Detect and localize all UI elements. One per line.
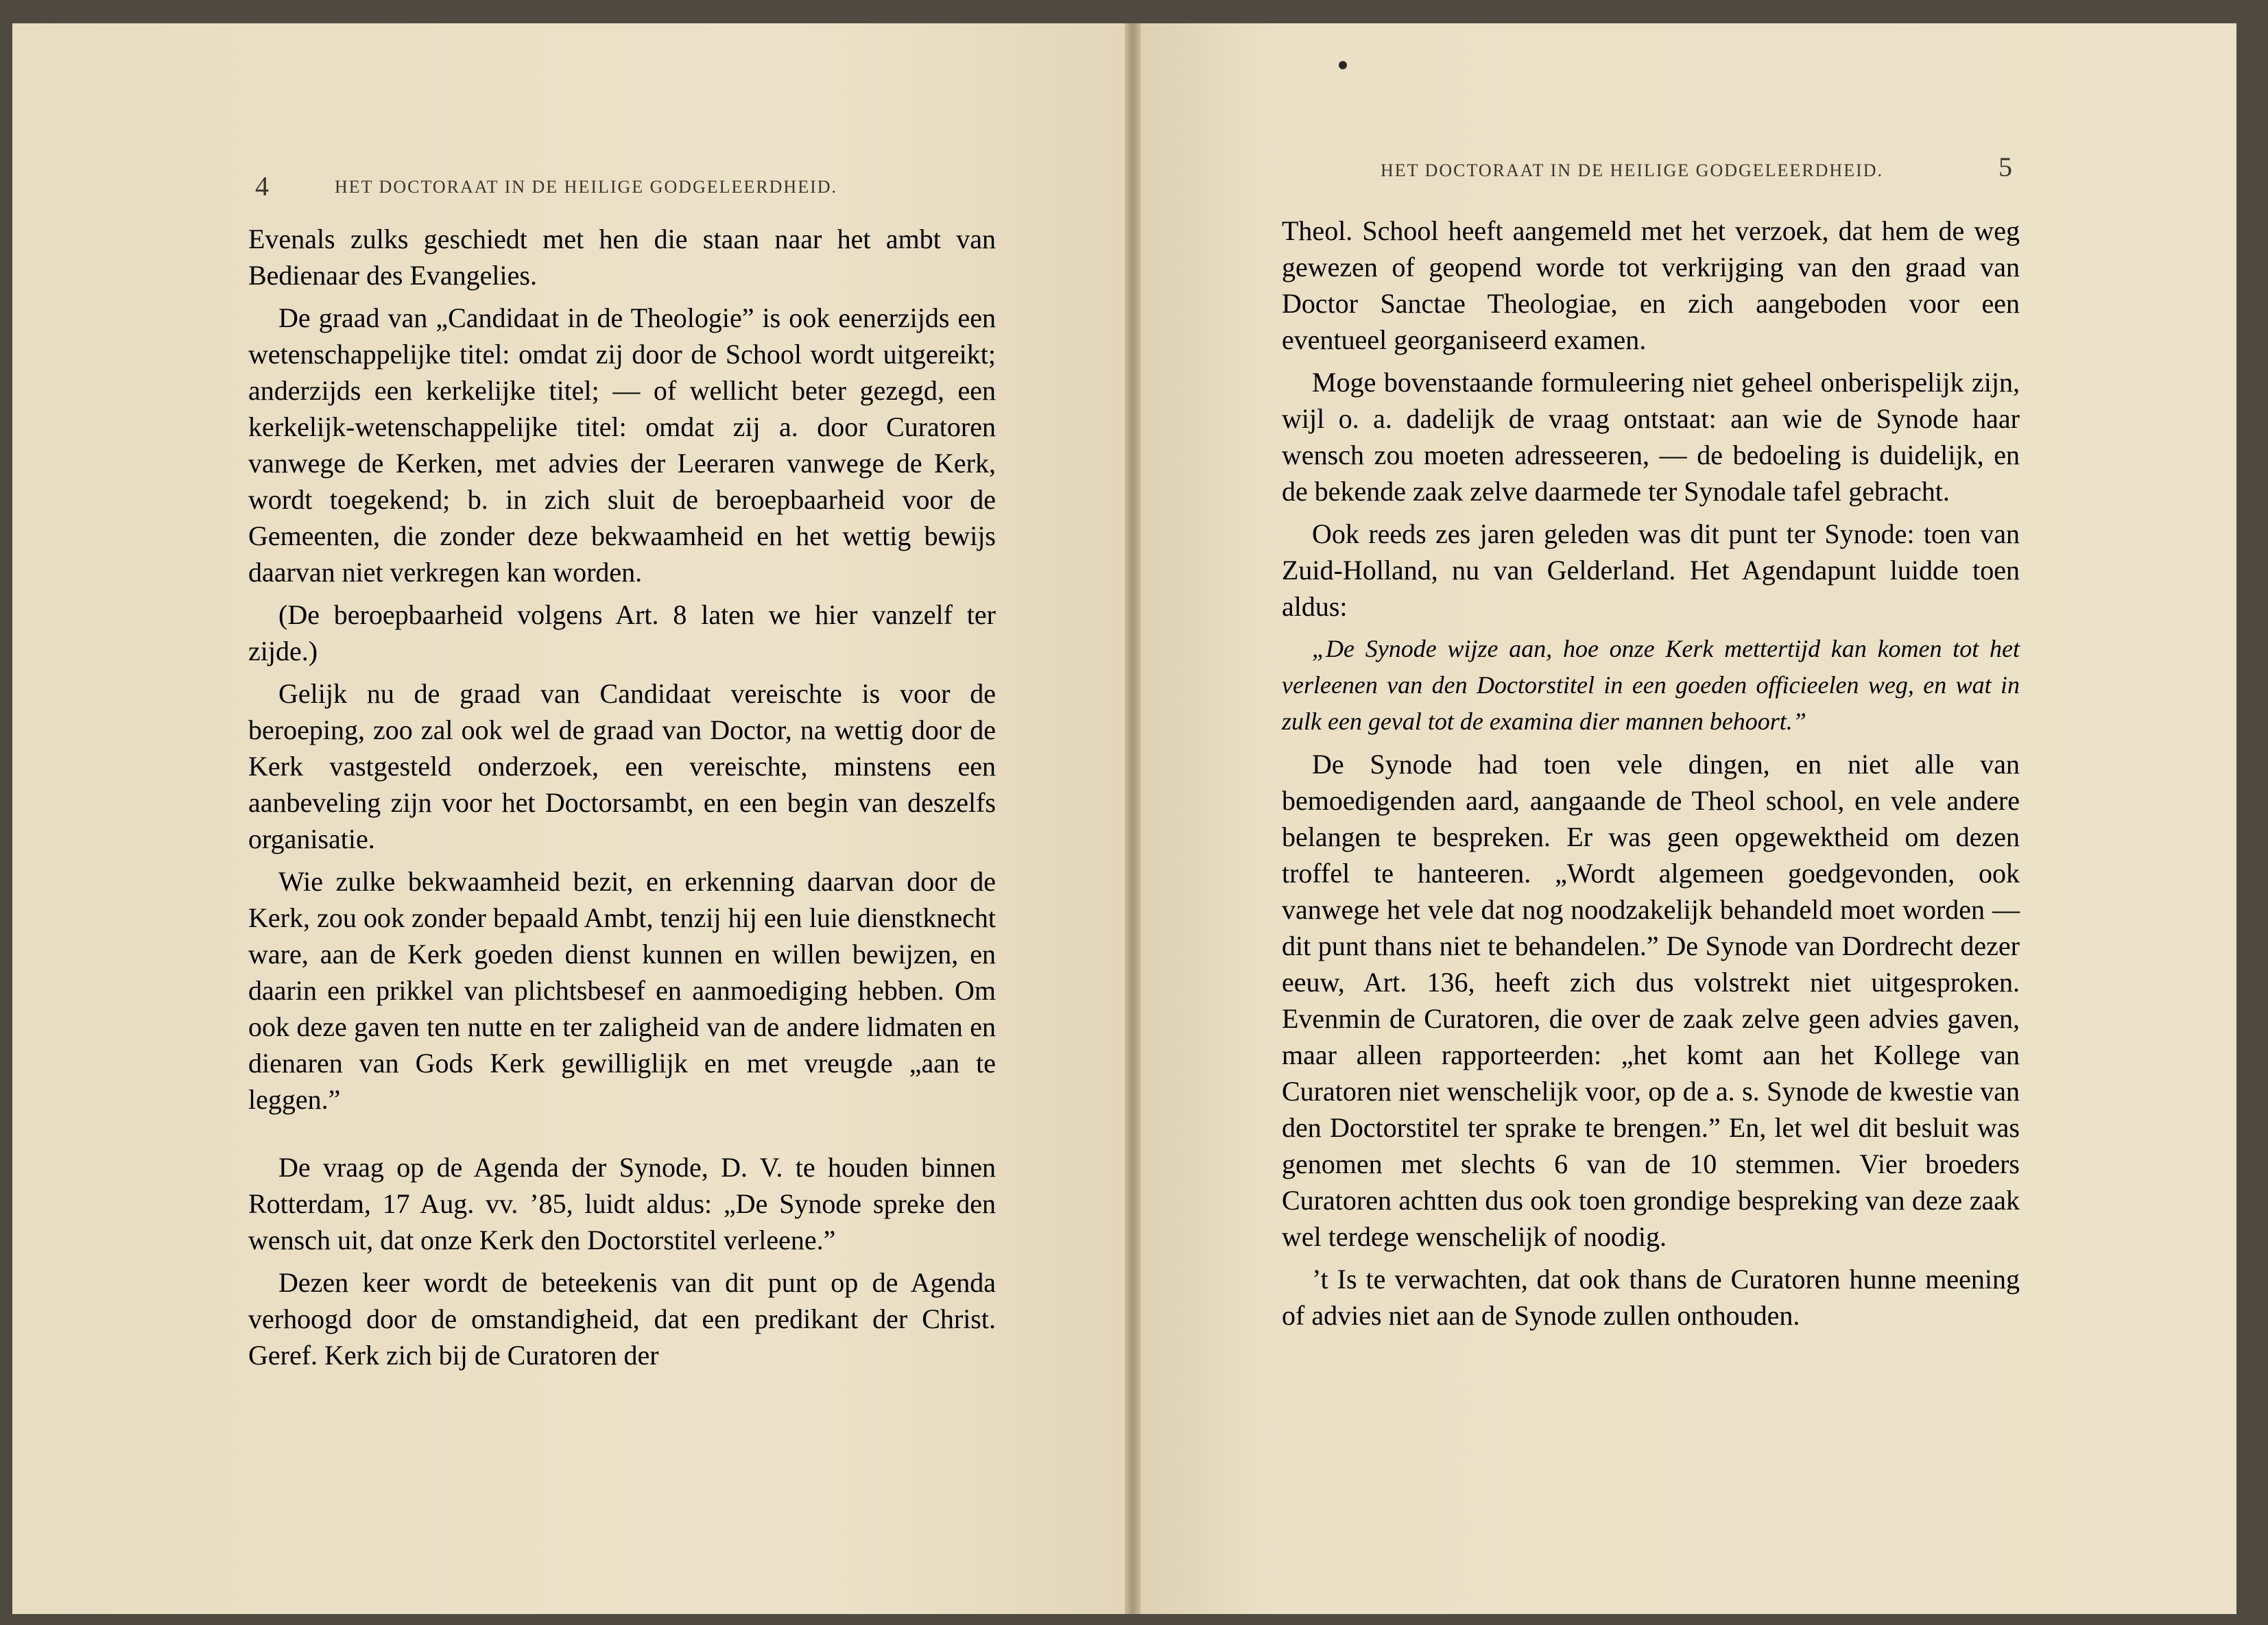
paragraph: (De beroepbaarheid volgens Art. 8 laten we hier vanzelf ter zijde.) — [248, 599, 996, 666]
paragraph: ’t Is te verwachten, dat ook thans de Curatoren hunne meening of advies niet aan de Synode zullen onthouden. — [1282, 1264, 2020, 1331]
paragraph: Moge bovenstaande formuleering niet geheel onberispelijk zijn, wijl o. a. dadelijk de vraag ontstaat: aan wie de Synode haar wensch zou moeten adresseeren, — de bedoeling is duidelijk, en de bekende zaak zelve daarmede ter Synodale tafel gebracht. — [1282, 367, 2020, 507]
paragraph: De graad van „Candidaat in de Theologie” is ook eenerzijds een wetenschappelijke titel: omdat zij door de School wordt uitgereikt; anderzijds een kerkelijke titel; — of wellicht beter gezegd, een kerkelijk-wetenschappelijke titel: omdat zij a. door Curatoren vanwege de Kerken, met advies der Leeraren vanwege de Kerk, wordt toegekend; b. in zich sluit de beroepbaarheid voor de Gemeenten, die zonder deze bekwaamheid en het wettig bewijs daarvan niet verkregen kan worden. — [248, 302, 996, 588]
paragraph: De Synode had toen vele dingen, en niet alle van bemoedigenden aard, aangaande de Theol school, en vele andere belangen te bespreken. Er was geen opgewektheid om dezen troffel te hanteeren. „Wordt algemeen goedgevonden, ook vanwege het vele dat nog noodzakelijk behandeld moet worden — dit punt thans niet te behandelen.” De Synode van Dordrecht dezer eeuw, Art. 136, heeft zich dus volstrekt niet uitgesproken. Evenmin de Curatoren, die over de zaak zelve geen advies gaven, maar alleen rapporteerden: „het komt aan het Kollege van Curatoren niet wenschelijk voor, op de a. s. Synode de kwestie van den Doctorstitel ter sprake te brengen.” En, let wel dit besluit was genomen met slechts 6 van de 10 stemmen. Vier broeders Curatoren achtten dus ook toen grondige bespreking van deze zaak wel terdege wenschelijk of noodig. — [1282, 749, 2020, 1252]
paragraph: Dezen keer wordt de beteekenis van dit punt op de Agenda verhoogd door de omstandigheid, dat een predikant der Christ. Geref. Kerk zich bij de Curatoren der — [248, 1267, 996, 1371]
right-running-head: HET DOCTORAAT IN DE HEILIGE GODGELEERDHEID. — [1381, 160, 1884, 180]
ink-dot — [1339, 61, 1347, 69]
paragraph: Ook reeds zes jaren geleden was dit punt ter Synode: toen van Zuid-Holland, nu van Gelderland. Het Agendapunt luidde toen aldus: — [1282, 518, 2020, 622]
left-page-body — [248, 221, 996, 1380]
paragraph: Theol. School heeft aangemeld met het verzoek, dat hem de weg gewezen of geopend worde tot verkrijging van den graad van Doctor Sanctae Theologiae, en zich aangeboden voor een eventueel georganiseerd examen. — [1282, 215, 2020, 355]
paragraph: Evenals zulks geschiedt met hen die staan naar het ambt van Bedienaar des Evangelies. — [248, 224, 996, 291]
quoted-agenda-item: „De Synode wijze aan, hoe onze Kerk mettertijd kan komen tot het verleenen van den Doctorstitel in een goeden officieelen weg, en wat in zulk een geval tot de examina dier mannen behoort.” — [1282, 635, 2020, 735]
paragraph: Gelijk nu de graad van Candidaat vereischte is voor de beroeping, zoo zal ook wel de graad van Doctor, na wettig door de Kerk vastgesteld onderzoek, een vereischte, minstens een aanbeveling zijn voor het Doctorsambt, en een begin van deszelfs organisatie. — [248, 678, 996, 854]
right-page-number: 5 — [1998, 152, 2012, 182]
book-gutter — [1125, 23, 1141, 1614]
left-running-head: HET DOCTORAAT IN DE HEILIGE GODGELEERDHEID. — [335, 177, 838, 197]
paragraph: Wie zulke bekwaamheid bezit, en erkenning daarvan door de Kerk, zou ook zonder bepaald Ambt, tenzij hij een luie dienstknecht ware, aan de Kerk goeden dienst kunnen en willen bewijzen, en daarin een prikkel van plichtsbesef en aanmoediging hebben. Om ook deze gaven ten nutte en ter zaligheid van de andere lidmaten en dienaren van Gods Kerk gewilliglijk en met vreugde „aan te leggen.” — [248, 866, 996, 1115]
paragraph: De vraag op de Agenda der Synode, D. V. te houden binnen Rotterdam, 17 Aug. vv. ’85, luidt aldus: „De Synode spreke den wensch uit, dat onze Kerk den Doctorstitel verleene.” — [248, 1152, 996, 1255]
right-page-body — [1282, 213, 2020, 1340]
left-page-number: 4 — [255, 171, 269, 202]
